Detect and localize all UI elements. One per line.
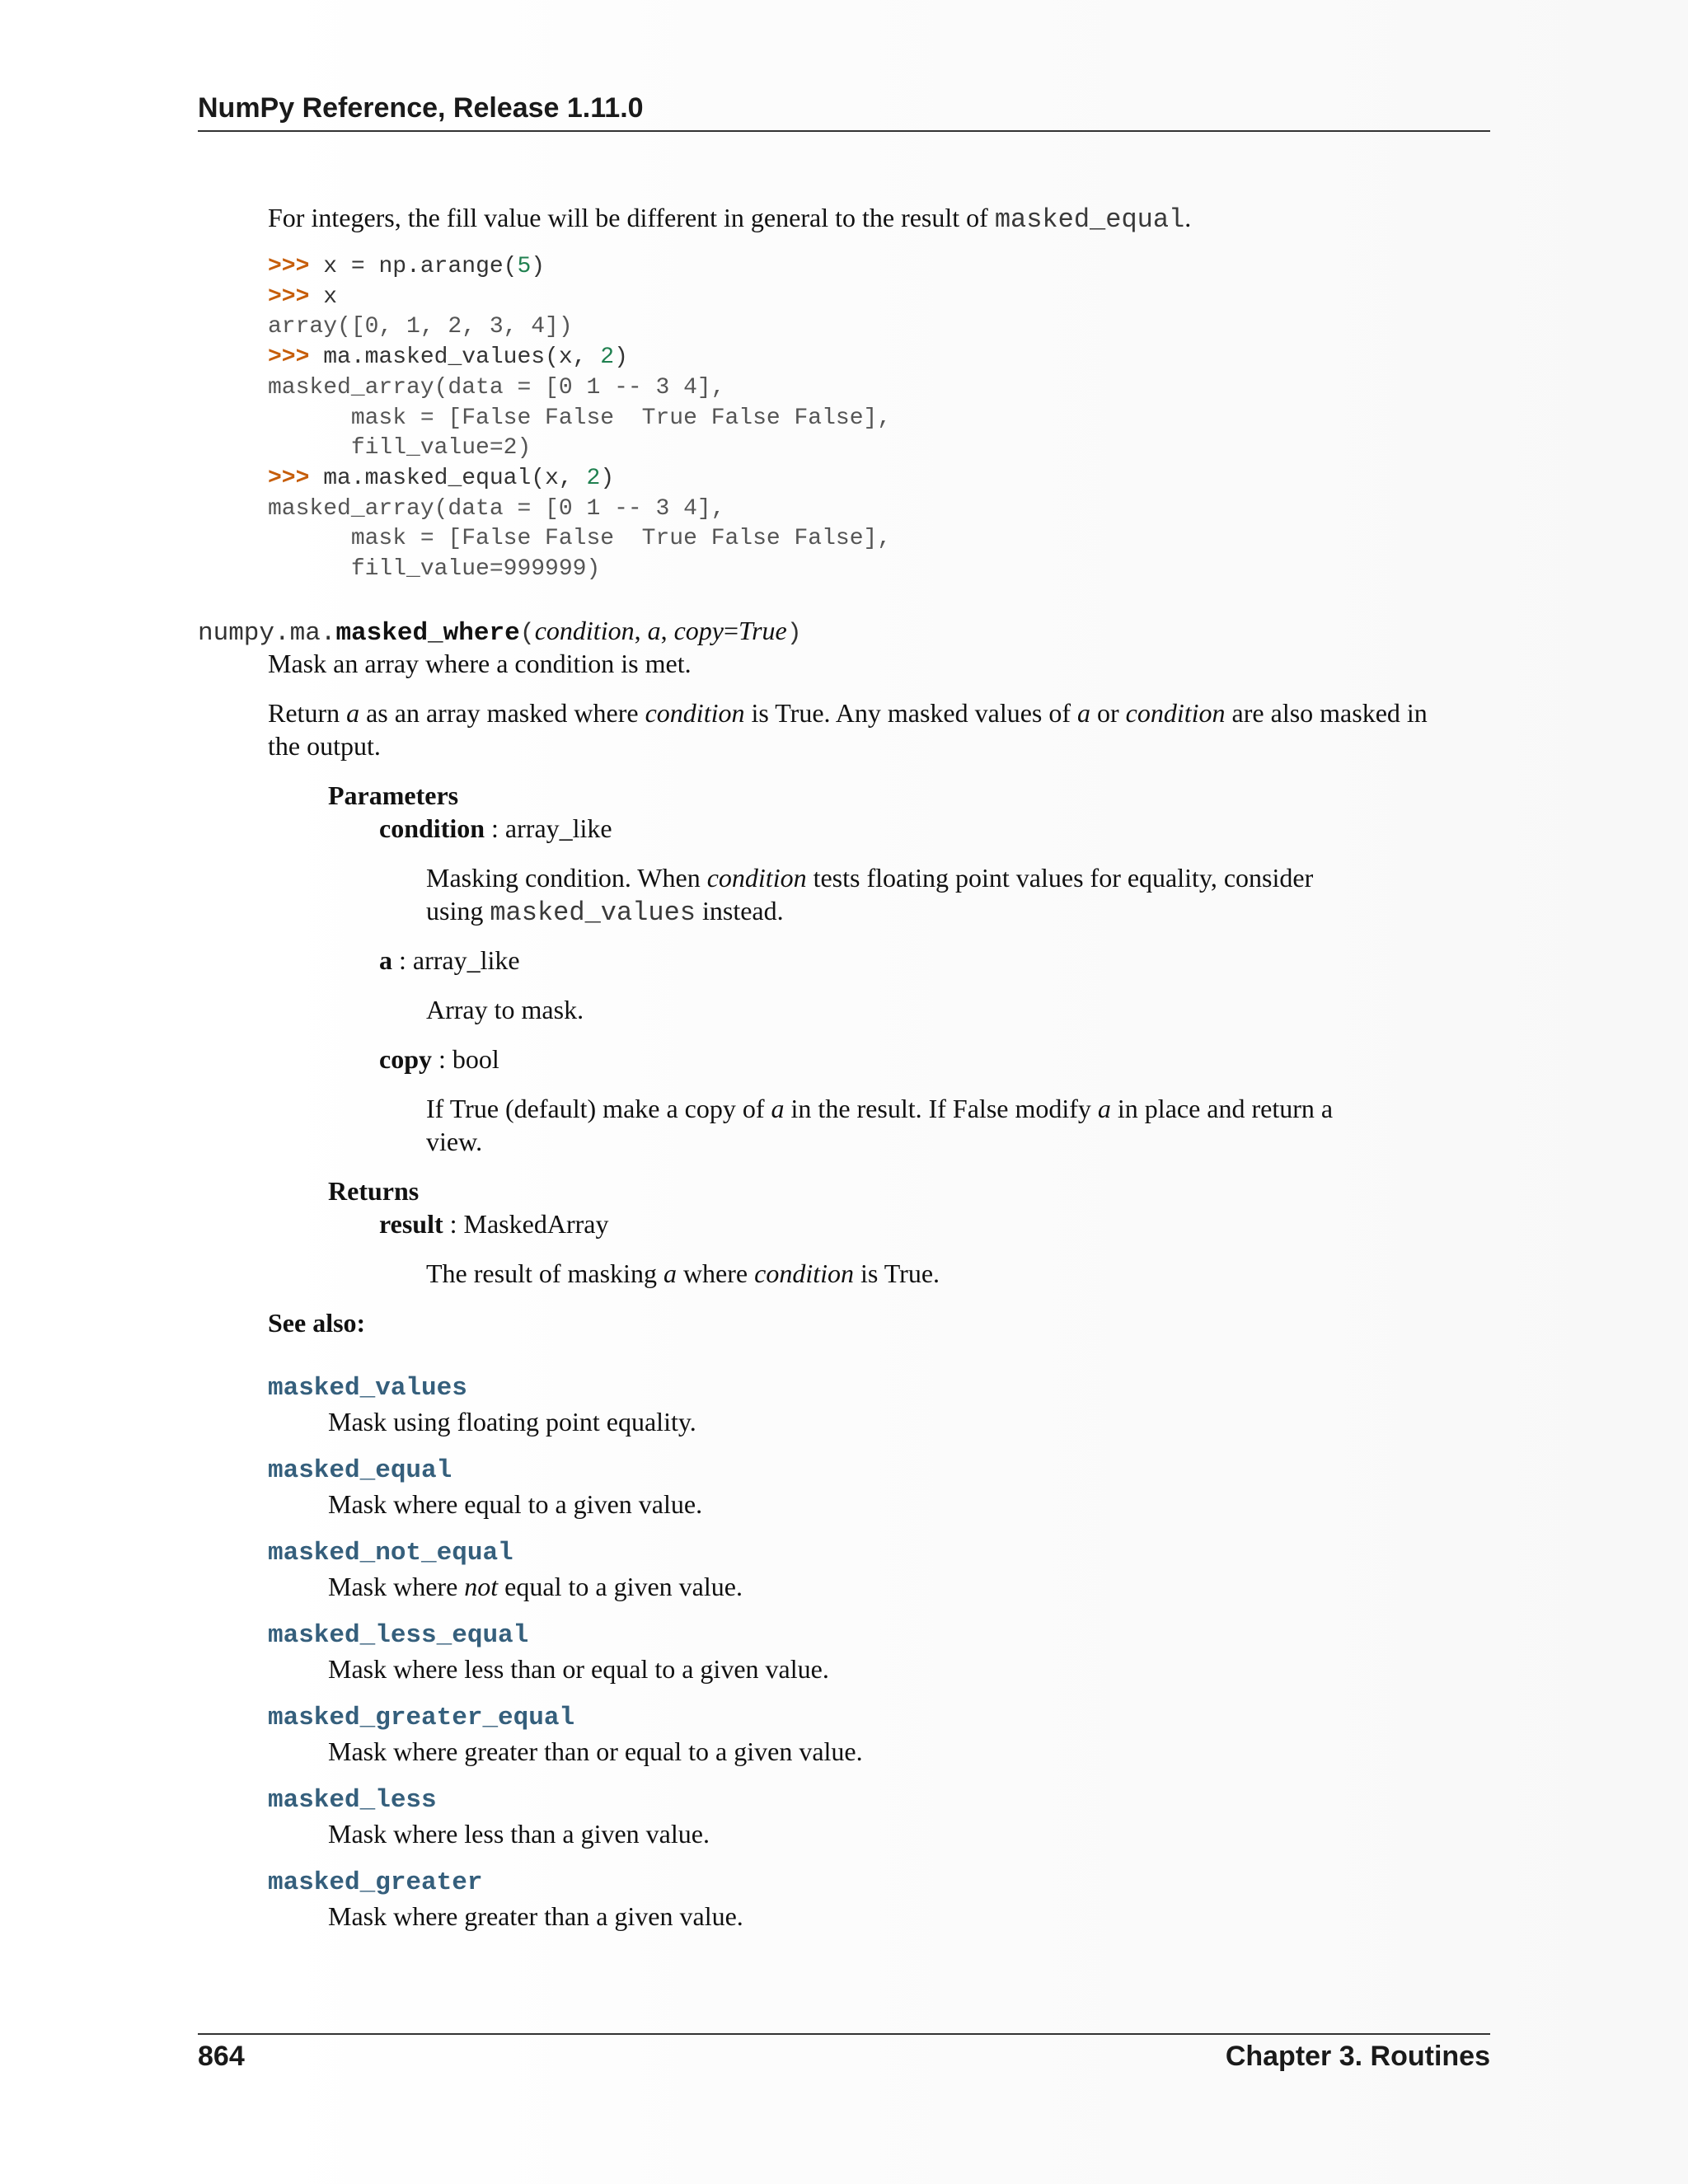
inline-code-masked-values: masked_values <box>490 898 696 928</box>
see-also-desc: Mask where less than a given value. <box>328 1819 710 1849</box>
see-also-link-masked-not-equal[interactable]: masked_not_equal <box>268 1539 513 1568</box>
header-rule <box>198 130 1490 132</box>
code-example: >>> x = np.arange(5) >>> x array([0, 1, 2, 3, 4]) >>> ma.masked_values(x, 2) masked_array(data = [0 1 -- 3 4], mask = [False False True False False], fill_value=2) >>> ma.masked_equal(x, 2) masked_array(data = [0 1 -- 3 4], mask = [False False True False False], fill_value=999999) <box>268 254 892 583</box>
see-also-link-masked-equal[interactable]: masked_equal <box>268 1456 452 1485</box>
see-also-desc: Mask where less than or equal to a given value. <box>328 1654 829 1684</box>
footer-rule <box>198 2033 1490 2035</box>
param-condition: condition : array_like <box>379 813 612 843</box>
see-also-heading: See also: <box>268 1308 366 1338</box>
see-also-link-masked-values[interactable]: masked_values <box>268 1374 467 1403</box>
see-also-desc: Mask where equal to a given value. <box>328 1489 703 1519</box>
running-header: NumPy Reference, Release 1.11.0 <box>198 92 644 124</box>
param-copy-desc-1: If True (default) make a copy of a in the result. If False modify a in place and return a <box>426 1094 1334 1123</box>
see-also-desc: Mask where greater than or equal to a given value. <box>328 1736 863 1766</box>
param-a-desc: Array to mask. <box>426 995 584 1024</box>
module-prefix: numpy.ma. <box>198 619 336 648</box>
see-also-link-masked-less[interactable]: masked_less <box>268 1786 437 1815</box>
description-line-2: the output. <box>268 731 381 761</box>
function-summary: Mask an array where a condition is met. <box>268 649 692 678</box>
description-line-1: Return a as an array masked where condition is True. Any masked values of a or condition are also masked in <box>268 698 1428 728</box>
function-name: masked_where <box>335 619 520 648</box>
param-copy-desc-2: view. <box>426 1127 483 1156</box>
return-result: result : MaskedArray <box>379 1209 609 1239</box>
page-number: 864 <box>198 2041 245 2072</box>
param-condition-desc-1: Masking condition. When condition tests floating point values for equality, consider <box>426 863 1314 893</box>
see-also-desc: Mask where not equal to a given value. <box>328 1572 743 1601</box>
param-condition-desc-2: using masked_values instead. <box>426 896 784 928</box>
function-signature: numpy.ma.masked_where(condition, a, copy=True) <box>198 616 802 648</box>
return-result-desc: The result of masking a where condition is True. <box>426 1258 940 1288</box>
inline-code-masked-equal: masked_equal <box>994 204 1185 235</box>
intro-paragraph: For integers, the fill value will be different in general to the result of masked_equal. <box>268 203 1192 235</box>
param-a: a : array_like <box>379 945 520 975</box>
see-also-desc: Mask where greater than a given value. <box>328 1901 743 1931</box>
see-also-link-masked-less-equal[interactable]: masked_less_equal <box>268 1621 529 1650</box>
parameters-heading: Parameters <box>328 780 459 810</box>
see-also-desc: Mask using floating point equality. <box>328 1407 696 1436</box>
param-copy: copy : bool <box>379 1044 499 1074</box>
see-also-link-masked-greater[interactable]: masked_greater <box>268 1868 483 1897</box>
returns-heading: Returns <box>328 1176 420 1206</box>
see-also-link-masked-greater-equal[interactable]: masked_greater_equal <box>268 1704 575 1732</box>
chapter-title: Chapter 3. Routines <box>1225 2041 1490 2072</box>
